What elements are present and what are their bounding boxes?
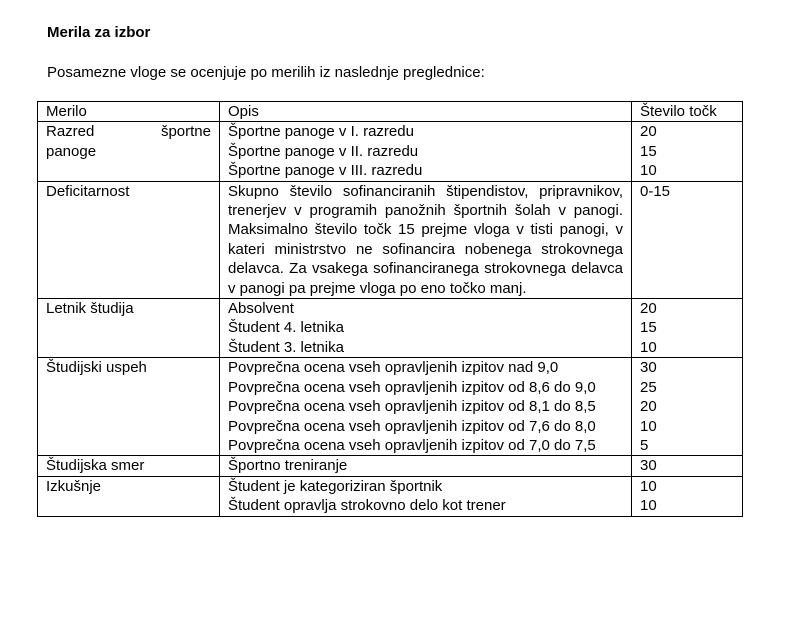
description-cell — [220, 122, 632, 181]
points-value: 20 — [640, 123, 657, 141]
table-row — [38, 299, 743, 358]
description-item: Športne panoge v II. razredu — [228, 142, 419, 160]
description-item: Povprečna ocena vseh opravljenih izpitov od 7,6 do 8,0 — [228, 417, 596, 435]
table-row — [38, 181, 743, 298]
criterion-cell: Letnik študija — [38, 299, 220, 358]
description-item: Študent je kategoriziran športnik — [228, 477, 443, 495]
table-row — [38, 456, 743, 476]
table-row — [38, 358, 743, 456]
points-cell — [632, 456, 743, 476]
points-value: 30 — [640, 457, 657, 475]
points-value: 20 — [640, 398, 657, 416]
points-value: 20 — [640, 300, 657, 318]
description-cell: Skupno število sofinanciranih štipendistov, pripravnikov, trenerjev v programih panožnih športnih šolah v panogi. Maksimalno število točk 15 prejme vloga v tisti panogi, v kateri ministrstvo ne sofinancira nobenega strokovnega delavca. Za vsakega sofinanciranega strokovnega delavca v panogi pa prejme vloga po eno točko manj. — [220, 181, 632, 298]
table-header-row — [38, 102, 743, 122]
criterion-cell: Deficitarnost — [38, 181, 220, 298]
intro-text: Posamezne vloge se ocenjuje po merilih iz naslednje preglednice: — [47, 64, 485, 81]
description-item: Študent 4. letnika — [228, 319, 344, 337]
points-value: 5 — [640, 436, 649, 454]
description-item: Študent opravlja strokovno delo kot trener — [228, 497, 506, 515]
criterion-text: panoge — [46, 142, 97, 160]
section-heading: Merila za izbor — [47, 24, 151, 41]
description-item: Študent 3. letnika — [228, 338, 344, 356]
criterion-cell — [38, 122, 220, 181]
description-item: Povprečna ocena vseh opravljenih izpitov od 8,6 do 9,0 — [228, 378, 596, 396]
points-cell — [632, 299, 743, 358]
description-item: Športne panoge v I. razredu — [228, 123, 414, 141]
points-value: 10 — [640, 338, 657, 356]
description-item: Absolvent — [228, 300, 294, 318]
description-item: Povprečna ocena vseh opravljenih izpitov od 7,0 do 7,5 — [228, 436, 596, 454]
criterion-cell: Študijska smer — [38, 456, 220, 476]
header-criterion: Merilo — [38, 102, 220, 122]
criteria-table — [37, 101, 743, 517]
header-points: Število točk — [632, 102, 743, 122]
criterion-text: Razred športne — [46, 123, 211, 141]
table-row — [38, 122, 743, 181]
description-item: Športno treniranje — [228, 457, 348, 475]
description-item: Športne panoge v III. razredu — [228, 162, 423, 180]
points-value: 10 — [640, 477, 657, 495]
description-cell — [220, 456, 632, 476]
description-cell — [220, 476, 632, 516]
points-value: 15 — [640, 142, 657, 160]
points-cell — [632, 122, 743, 181]
points-value: 10 — [640, 497, 657, 515]
points-value: 15 — [640, 319, 657, 337]
points-value: 10 — [640, 162, 657, 180]
description-item: Povprečna ocena vseh opravljenih izpitov nad 9,0 — [228, 359, 559, 377]
points-cell — [632, 358, 743, 456]
criterion-cell: Izkušnje — [38, 476, 220, 516]
description-item: Povprečna ocena vseh opravljenih izpitov od 8,1 do 8,5 — [228, 398, 596, 416]
table-row — [38, 476, 743, 516]
points-cell — [632, 476, 743, 516]
header-description: Opis — [220, 102, 632, 122]
points-cell: 0-15 — [632, 181, 743, 298]
points-value: 10 — [640, 417, 657, 435]
points-value: 30 — [640, 359, 657, 377]
description-cell — [220, 358, 632, 456]
description-cell — [220, 299, 632, 358]
criterion-cell: Študijski uspeh — [38, 358, 220, 456]
points-value: 25 — [640, 378, 657, 396]
